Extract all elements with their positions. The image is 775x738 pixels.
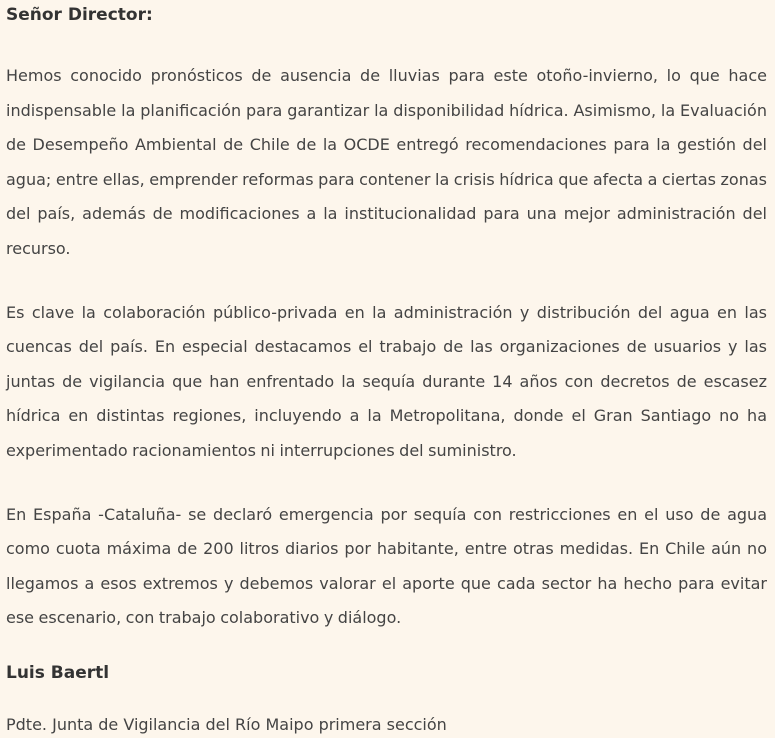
signature: Luis Baertl: [6, 662, 110, 683]
signatory-position: Pdte. Junta de Vigilancia del Río Maipo primera sección: [6, 714, 447, 734]
salutation: Señor Director:: [6, 5, 153, 25]
paragraph-2: Es clave la colaboración público-privada en la administración y distribución del agua en las cuencas del país. En especial destacamos el trabajo de las organizaciones de usuarios y las juntas de vigilancia que han enfrentado la sequía durante 14 años con decretos de escasez hídrica en distintas regiones, incluyendo a la Metropolitana, donde el Gran Santiago no ha experimentado racionamientos ni interrupciones del suministro.: [6, 302, 767, 460]
paragraph-3: En España -Cataluña- se declaró emergencia por sequía con restricciones en el uso de agua como cuota máxima de 200 litros diarios por habitante, entre otras medidas. En Chile aún no llegamos a esos extremos y debemos valorar el aporte que cada sector ha hecho para evitar ese escenario, con trabajo colaborativo y diálogo.: [6, 504, 767, 628]
paragraph-1: Hemos conocido pronósticos de ausencia de lluvias para este otoño-invierno, lo que hace indispensable la planificación para garantizar la disponibilidad hídrica. Asimismo, la Evaluación de Desempeño Ambiental de Chile de la OCDE entregó recomendaciones para la gestión del agua; entre ellas, emprender reformas para contener la crisis hídrica que afecta a ciertas zonas del país, además de modificaciones a la institucionalidad para una mejor administración del recurso.: [6, 66, 767, 258]
